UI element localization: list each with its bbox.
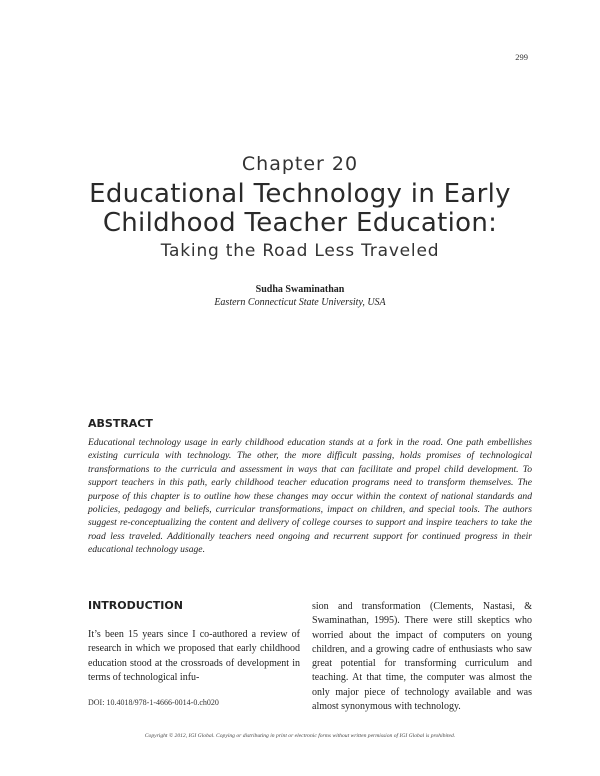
introduction-right-column: sion and transformation (Clements, Nastasi, & Swaminathan, 1995). There were still skeptics who worried about the impact of computers on young children, and a growing cadre of enthusiasts who saw great potential for transforming curriculum and teaching. At that time, the computer was almost the only major piece of technology available and was almost synonymous with technology. <box>312 601 532 713</box>
chapter-title <box>0 180 600 262</box>
chapter-subtitle: Taking the Road Less Traveled <box>160 241 440 261</box>
chapter-label: Chapter 20 <box>241 153 359 175</box>
author-name: Sudha Swaminathan <box>255 284 345 295</box>
introduction-heading: INTRODUCTION <box>88 599 183 612</box>
title-line-2: Childhood Teacher Education: <box>102 208 498 238</box>
abstract-heading: ABSTRACT <box>88 417 153 430</box>
doi-label: DOI: 10.4018/978-1-4666-0014-0.ch020 <box>88 698 219 707</box>
introduction-left-column: It’s been 15 years since I co-authored a review of research in which we proposed that early childhood education stood at the crossroads of development in terms of technological infu- <box>88 629 300 683</box>
abstract-text: Educational technology usage in early childhood education stands at a fork in the road. One path embellishes existing curricula with technology. The other, the more difficult passing, holds promises of technological transformations to the curricula and assessment in ways that can facilitate and propel child development. To support teachers in this path, early childhood teacher education programs need to transform themselves. The purpose of this chapter is to outline how these changes may occur within the context of national standards and policies, pedagogy and beliefs, curricular transformations, impact on children, and special tools. The authors suggest re-conceptualizing the content and delivery of college courses to support and inspire teachers to take the road less traveled. Additionally teachers need ongoing and recurrent support for continued progress in their educational technology usage. <box>88 437 532 556</box>
page-number: 299 <box>515 52 528 62</box>
author-affiliation: Eastern Connecticut State University, USA <box>214 297 386 308</box>
copyright-notice: Copyright © 2012, IGI Global. Copying or distributing in print or electronic forms without written permission of IGI Global is prohibited. <box>144 733 456 739</box>
title-line-1: Educational Technology in Early <box>89 179 511 209</box>
